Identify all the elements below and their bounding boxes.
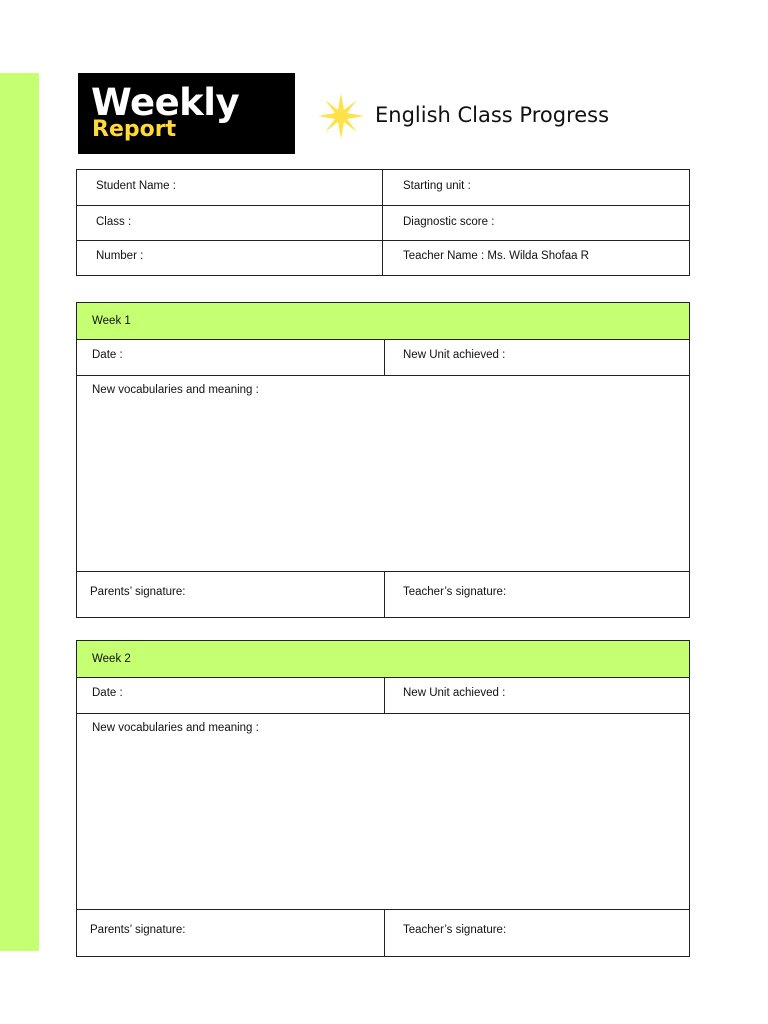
title-weekly: Weekly	[91, 81, 240, 124]
week-2-table	[76, 640, 690, 957]
week-1-table	[76, 302, 690, 618]
week-1-date-field[interactable]: Date :	[92, 349, 123, 361]
title-report: Report	[92, 117, 177, 142]
week-1-vocab-field[interactable]: New vocabularies and meaning :	[92, 384, 259, 396]
sun-star-icon	[318, 93, 364, 139]
side-accent-bar	[0, 73, 39, 951]
week-1-label: Week 1	[92, 315, 131, 327]
week-2-parents-signature[interactable]: Parents’ signature:	[90, 924, 186, 936]
diagnostic-score-field[interactable]: Diagnostic score :	[403, 216, 495, 228]
week-1-new-unit-field[interactable]: New Unit achieved :	[403, 349, 506, 361]
week-1-header	[77, 303, 689, 339]
class-field[interactable]: Class :	[96, 216, 132, 228]
week-2-date-field[interactable]: Date :	[92, 687, 123, 699]
week-2-new-unit-field[interactable]: New Unit achieved :	[403, 687, 506, 699]
title-badge	[78, 73, 295, 154]
week-2-teacher-signature[interactable]: Teacher’s signature:	[403, 924, 507, 936]
page-subtitle: English Class Progress	[375, 103, 610, 127]
week-2-label: Week 2	[92, 653, 131, 665]
student-name-field[interactable]: Student Name :	[96, 180, 176, 192]
week-2-header	[77, 641, 689, 677]
number-field[interactable]: Number :	[96, 250, 144, 262]
week-1-teacher-signature[interactable]: Teacher’s signature:	[403, 586, 507, 598]
student-info-table	[76, 169, 690, 276]
teacher-name-field[interactable]: Teacher Name : Ms. Wilda Shofaa R	[403, 250, 589, 262]
starting-unit-field[interactable]: Starting unit :	[403, 180, 471, 192]
week-1-parents-signature[interactable]: Parents’ signature:	[90, 586, 186, 598]
week-2-vocab-field[interactable]: New vocabularies and meaning :	[92, 722, 259, 734]
